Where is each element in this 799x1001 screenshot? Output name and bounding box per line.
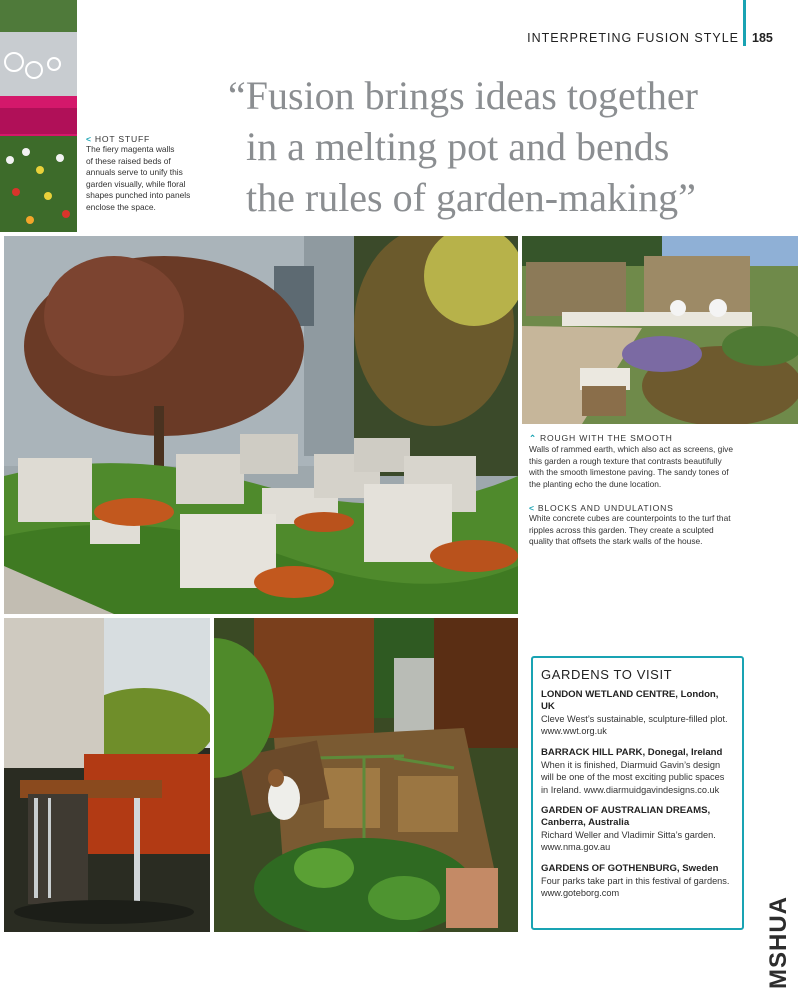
garden-entry: BARRACK HILL PARK, Donegal, Ireland When it is finished, Diarmuid Gavin’s design will be one of the most exciting public spaces in Ireland. www.diarmuidgavindesigns.co.uk	[541, 747, 734, 796]
quote-line-1: “Fusion brings ideas together	[228, 73, 698, 118]
garden-entry: LONDON WETLAND CENTRE, London, UK Cleve West’s sustainable, sculpture-filled plot. www.wwt.org.uk	[541, 689, 734, 738]
garden-entry: GARDEN OF AUSTRALIAN DREAMS, Canberra, Australia Richard Weller and Vladimir Sitta’s garden. www.nma.gov.au	[541, 805, 734, 854]
caption-body: White concrete cubes are counterpoints to the turf that ripples across this garden. They create a sculpted quality that offsets the stark walls of the house.	[529, 513, 731, 546]
garden-url[interactable]: www.goteborg.com	[541, 888, 620, 899]
watermark	[758, 886, 798, 992]
caption-title: HOT STUFF	[94, 134, 151, 144]
caption-title: ROUGH WITH THE SMOOTH	[540, 433, 673, 443]
photo-concrete-cubes	[4, 236, 518, 614]
caption-rough-smooth	[529, 433, 779, 490]
caption-body: Walls of rammed earth, which also act as screens, give this garden a rough texture that contrasts beautifully with the smooth limestone paving. The sandy tones of the planting echo the dune location.	[529, 444, 734, 489]
arrow-up-icon: ⌃	[529, 433, 538, 443]
pull-quote	[222, 70, 762, 223]
garden-url[interactable]: www.wwt.org.uk	[541, 726, 607, 737]
garden-url[interactable]: www.nma.gov.au	[541, 842, 611, 853]
quote-line-3: the rules of garden-making”	[246, 175, 696, 220]
garden-name: LONDON WETLAND CENTRE, London, UK	[541, 689, 719, 712]
photo-magenta-beds	[0, 0, 77, 232]
caption-body: The fiery magenta walls of these raised beds of annuals serve to unify this garden visually, while floral shapes punched into panels enclose the space.	[86, 144, 191, 212]
caption-blocks-undulations	[529, 503, 779, 548]
garden-entry: GARDENS OF GOTHENBURG, Sweden Four parks take part in this festival of gardens. www.goteborg.com	[541, 863, 734, 900]
gardens-to-visit-box	[531, 656, 744, 930]
arrow-left-icon: <	[529, 503, 535, 513]
garden-name: GARDENS OF GOTHENBURG, Sweden	[541, 862, 719, 874]
watermark-text: MSHUA	[765, 896, 792, 989]
photo-rammed-earth	[522, 236, 798, 424]
box-title: GARDENS TO VISIT	[541, 667, 673, 682]
quote-line-2: in a melting pot and bends	[246, 124, 670, 169]
running-head: INTERPRETING FUSION STYLE	[527, 31, 739, 45]
garden-name: BARRACK HILL PARK, Donegal, Ireland	[541, 746, 723, 758]
caption-title: BLOCKS AND UNDULATIONS	[537, 503, 674, 513]
page-number: 185	[752, 31, 773, 45]
photo-dog-courtyard	[214, 618, 518, 932]
photo-water-feature	[4, 618, 210, 932]
header-accent-rule	[743, 0, 746, 46]
garden-name: GARDEN OF AUSTRALIAN DREAMS,	[541, 805, 711, 817]
caption-hot-stuff	[86, 134, 216, 213]
arrow-left-icon: <	[86, 134, 92, 144]
